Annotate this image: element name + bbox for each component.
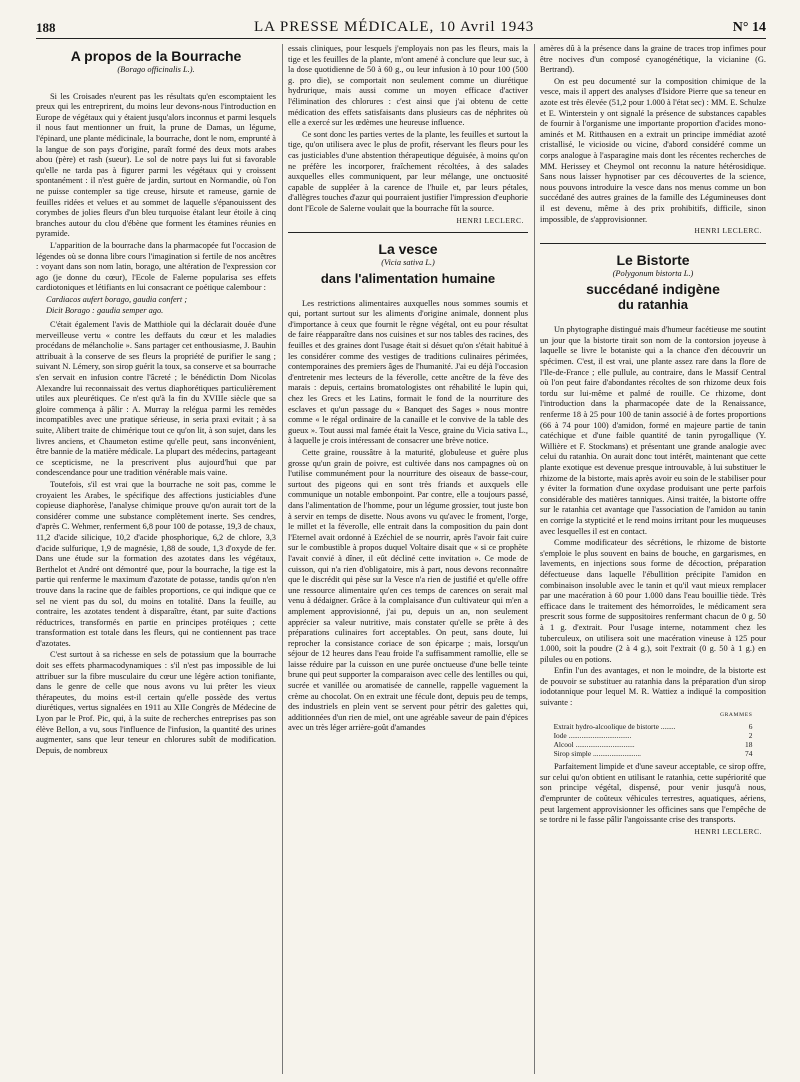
paragraph: Comme modificateur des sécrétions, le rhizome de bistorte s'emploie le plus souvent en bains de bouche, en gargarismes, en lavements, en injections sous forme de décoction, préparation défectueuse dans laquelle l'ébullition précipite l'amidon en combinaison insoluble avec le tanin et qu'il vaut mieux remplacer par une macération à 60 pour 1.000 dans l'eau bouillie tiède. Très efficace dans le traitement des hémorroïdes, le médicament sera prescrit sous forme de suppositoires renfermant chacun de 0 g. 50 à 1 g. d'extrait. Pour l'usage interne, notamment chez les tuberculeux, on utilisera soit une macération vineuse à 125 pour 1.000, soit la poudre (2 à 4 g.), soit l'extrait (0 g. 50 à 1 g.) en pilules ou en potions. [540,538,766,664]
paragraph: Les restrictions alimentaires auxquelles nous sommes soumis et qui, portant surtout sur les aliments d'origine animale, donnent plus d'importance à ceux que fournit le règne végétal, ont eu pour résultat de faire réapparaître dans nos cuisines et sur nos tables des racines, des feuilles et des graines dont l'usage était si désuet qu'on s'était habitué à les considérer comme des vestiges de traditions culinaires périmées, contemporaines des premiers âges de l'humanité. J'ai eu déjà l'occasion d'entretenir mes lecteurs de la féverolle, cette ancêtre de la fève des marais : depuis, certains bromatologistes ont réhabilité le lupin qui, chez les Grecs et les Latins, formait le fond de la nourriture des esclaves et qu'un passage du « Banquet des Sages » nous montre comme « le régal ordinaire de la canaille et le convive de la table des gueux ». Tout aussi mal famée était la Vesce, graine du Vicia sativa L., à laquelle je crois intéressant de consacrer une brève notice. [288,298,528,446]
ingredient-name: Alcool ................................ [553,740,635,750]
article-title-bourrache: A propos de la Bourrache [70,48,242,64]
paragraph: Ce sont donc les parties vertes de la plante, les feuilles et surtout la tige, qu'on utilisera avec le plus de profit, réservant les fleurs pour les cas justiciables d'une abstention thérapeutique déguisée, à moins qu'on ne préfère les incorporer, fraîchement récoltées, à des salades auxquelles elles communiquent, par leur mélange, une onctuosité capable de suppléer à la carence de l'huile et, par leurs pétales, d'allègres touches d'azur qui pourraient justifier l'impression d'euphorie dont l'Ecole de Salerne voulait que la bourrache fût la source. [288,129,528,213]
article-title-line-2: succédané indigène [586,281,720,298]
page-number: 188 [36,20,56,35]
page-header [36,14,766,39]
paragraph: Enfin l'un des avantages, et non le moindre, de la bistorte est de pouvoir se substituer au ratanhia dans la préparation d'un sirop iodotannique pour lequel M. R. Wattiez a indiqué la composition suivante : [540,666,766,708]
paragraph: On est peu documenté sur la composition chimique de la vesce, mais il appert des analyses d'Isidore Pierre que sa teneur en azote est très élevée (51,2 pour 1.000 à l'état sec) : MM. E. Schulze et E. Winterstein y ont signalé la présence de substances capables de fournir à l'organisme une importante proportion d'acides mono-aminés et M. Ritthausen en a extrait un principe immédiat azoté cristallisé, le vicioside ou vicine, d'abord considéré comme un corps analogue à l'asparagine mais dont les récentes recherches de MM. Herissey et Cheymol ont reconnu la nature hétérosidique. Sans nous laisser hypnotiser par ces découvertes de la science, nous pouvons introduire la vesce dans nos menus comme un bon succédané des autres graines de la famille des Légumineuses dont il est devenu, même à des prix prohibitifs, difficile, sinon impossible, de s'approvisionner. [540,76,766,224]
quote-line: Dicit Borago : gaudia semper ago. [46,306,164,316]
paragraph: amères dû à la présence dans la graine de traces trop infimes pour être nocives d'un composé cyanogénétique, la vicianine (G. Bertrand). [540,44,766,75]
author-signature: HENRI LECLERC. [456,215,524,225]
ingredient-amount: 2 [748,731,753,741]
ingredient-name: Extrait hydro-alcoolique de bistorte ........ [553,722,676,732]
column-1 [36,44,276,1074]
ingredient-amount: 6 [748,722,753,732]
column-divider [282,44,283,1074]
author-signature: HENRI LECLERC. [694,826,762,836]
article-separator [540,243,766,244]
table-row [554,722,753,731]
table-row [554,749,753,758]
article-title-line-2: dans l'alimentation humaine [320,270,496,286]
article-separator [288,232,528,233]
paragraph: L'apparition de la bourrache dans la pharmacopée fut l'occasion de légendes où se donna libre cours l'imagination si fertile de nos ancêtres : voyant dans son nom latin, borago, une altération de l'expression cor ago (je donne du cœur), l'Ecole de Falerne popularisa ses effets cardiotoniques et létifiants en lui consacrant ce poétique calembour : [36,240,276,293]
paragraph: Cette graine, roussâtre à la maturité, globuleuse et guère plus grosse qu'un grain de poivre, est cultivée dans nos campagnes où on l'utilise communément pour la nourriture des oiseaux de basse-cour, surtout des pigeons qui en sont très friands et auxquels elle communique un notable embonpoint. Par contre, elle a toujours passé, dans l'alimentation de l'homme, pour un légume grossier, tout juste bon à servir en temps de disette. Nous avons vu qu'avec le froment, l'orge, le millet et la féverolle, elle entrait dans la composition du pain dont l'Eternel avait ordonné à Ezéchiel de se nourrir, après l'avoir fait cuire sur le combustible à propos duquel Voltaire disait que « si ce prophète l'avait convié à dîner, il eût décliné cette invitation ». Ce mode de cuisson, qui n'a rien d'obligatoire, mis à part, nous devons reconnaître que le discrédit qui pèse sur la Vesce n'a rien de justifié et qu'elle offre une ressource alimentaire qu'en ces temps de carences on serait mal venu à dédaigner. Grâce à la complaisance d'un cultivateur qui m'en a amplement approvisionné, j'ai pu, depuis un an, non seulement apprécier sa valeur nutritive, mais constater qu'elle se prête à des préparations culinaires fort acceptables. On peut, sans doute, lui reprocher la consistance coriace de son épicarpe ; mais, lorsqu'un séjour de 12 heures dans l'eau froide l'a suffisamment ramollie, elle se laisse réduire par la cuisson en une purée onctueuse d'une belle teinte brune qui peut supporter la comparaison avec celle des lentilles ou qui, sucrée et vanillée ou aromatisée de cannelle, rappelle vaguement la crème au chocolat. On en extrait une fécule dont, depuis peu de temps, des industriels en plein vent se servent pour pétrir des galettes qui, additionnées d'un rien de miel, ont une agréable saveur de pain d'épices avec un très léger arrière-goût d'amandes [288,448,528,733]
paragraph: C'était également l'avis de Matthiole qui la déclarait douée d'une merveilleuse vertu « contre les deffauts du cœur et les maladies procédans de mélancholie ». Sans partager cet enthousiasme, J. Bauhin attribuait à la conserve de ses fleurs la propriété de purifier le sang ; suivant N. Lémery, son sirop guérit la toux, sa conserve et sa bourrache s'en servait en infusion contre l'âcreté ; le bénédictin Dom Nicolas Alexandre lui reconnaissait des vertus diaphorétiques particulièrement utiles aux pleurétiques. Ce n'est qu'à la fin du XVIIIe siècle que sa gloire commença à pâlir : A. Murray la relégua parmi les remèdes incompatibles avec une pratique sérieuse, in seria praxi evitait ; à sa suite, Alibert traite de chimérique tout ce qu'on lit, à son sujet, dans les livres anciens, et Chaumeton estime qu'elle peut, sans inconvénient, être bannie de la matière médicale. La plupart des médecins, partageant ce scepticisme, ne la prescrivent plus aujourd'hui que par condescendance pour une tradition vénérable mais vaine. [36,320,276,478]
issue-number: N° 14 [732,20,766,35]
column-3 [540,44,766,1074]
paragraph: essais cliniques, pour lesquels j'employais non pas les fleurs, mais la tige et les feuilles de la plante, m'ont amené à conclure que leur suc, à la dose quotidienne de 50 à 60 g., ou leur infusion à 10 pour 100 (500 g. pro die), se comportait non seulement comme un diurétique hydrurique, mais aussi comme un moyen efficace d'activer l'élimination des chlorures : c'est ainsi que j'ai obtenu de cette médication des effets satisfaisants dans plusieurs cas de néphrites où elle a exercé sur les œdèmes une heureuse influence. [288,44,528,128]
composition-table [554,722,753,758]
table-unit-header: GRAMMES [719,711,753,718]
paragraph: Parfaitement limpide et d'une saveur acceptable, ce sirop offre, sur celui qu'on obtient en utilisant le ratanhia, cette supériorité que son principe végétal, dispensé, pour venir jusqu'à nous, d'emprunter de coûteux véhicules terrestres, aquatiques, aériens, peut largement approvisionner les officines sans que l'empêche de se tordre ni le fasse pâlir l'angoissante crise des transports. [540,762,766,825]
column-divider [534,44,535,1074]
article-subtitle: (Polygonum bistorta L.) [612,268,694,278]
ingredient-amount: 18 [745,740,753,750]
paragraph: Toutefois, s'il est vrai que la bourrache ne soit pas, comme le croyaient les Arabes, le spécifique des affections justiciables d'une copieuse diaphorèse, l'analyse chimique prouve qu'on aurait tort de la considérer comme une substance complètement inerte. Ses cendres, d'après C. Wehmer, renferment 6,8 pour 100 de potasse, 19,3 de chaux, 11,2 d'acide silicique, 10,2 d'acide phosphorique, 6,2 de chlore, 3,3 d'acide sulfurique, 1,9 de magnésie, 1,88 de soude, 1,3 d'oxyde de fer. Dans une étude sur la formation des azotates dans les végétaux, Berthelot et André ont démontré que, pour la bourrache, la tige est la partie qui renferme le maximum d'azotate de potasse, tandis qu'on n'en trouve dans la racine que de faibles proportions, ce qui indique que ce sel ne vient pas du sol, du moins en totalité. Dans la feuille, au contraire, les azotates tendent à disparaître, étant, par suite d'actions réductrices, transformés en partie en principes protéiques ; cette transformation est totale dans les fleurs, qui ne contiennent pas trace d'azotates. [36,479,276,648]
paragraph: Un phytographe distingué mais d'humeur facétieuse me soutint un jour que la bistorte tirait son nom de la contorsion joyeuse à laquelle se livre le botaniste qui a la chance d'en découvrir un spécimen. C'est, il est vrai, une plante assez rare dans la flore de l'Ile-de-France ; elle pullule, au contraire, dans le Massif Central où l'on peut faire d'abondantes récoltes de son rhizome deux fois tordu sur lui-même et palmé de rouille. Ce rhizome, dont l'introduction dans la pharmacopée date de la Renaissance, renferme 18 à 25 pour 100 de tanin associé à de fortes proportions (66 à 74 pour 100) d'amidon, formé en majeure partie de tanin catéchique et d'une faible quantité de tanin pyrogallique (Y. Willière et F. Stockmans) et présentant une grande analogie avec celui du ratanhia. On aurait donc tout intérêt, maintenant que cette plante exotique est devenue presque introuvable, à lui substituer le rhizome de la bistorte, mais après avoir eu soin de le stabiliser pour y éviter la formation d'une oxydase produisant une perte parfois considérable des matières tanniques. Ainsi traitée, la bistorte offre sur le ratanhia cet avantage que l'association de l'amidon au tanin en corrige la stypticité et le rend moins irritant pour les muqueuses avec lesquelles il est en contact. [540,325,766,536]
article-subtitle: (Vicia sativa L.) [381,258,435,268]
author-signature: HENRI LECLERC. [694,226,762,236]
ingredient-amount: 74 [745,749,753,759]
paragraph: Si les Croisades n'eurent pas les résultats qu'en escomptaient les preux qui les entreprirent, du moins leur devons-nous l'introduction en Europe de végétaux qui y étaient jusqu'alors inconnus et parmi lesquels il nous faut mentionner un fruit, la prune de Damas, un légume, l'épinard, une plante médicinale, la bourrache, dont le nom, emprunté à la langue de son pays d'origine, paraît formé des deux mots arabes abou (père) et rash (sueur). Le sol de notre pays lui fut si favorable qu'elle ne tarda pas à figurer parmi les végétaux qui y croissent spontanément : il n'est guère de jardin, surtout en Normandie, où l'on ne puisse contempler sa tige creuse, hirsute et rameuse, garnie de feuilles ridées et velues et au sommet de laquelle s'épanouissent des corymbes de jolies fleurs d'un bleu turquoise étalant leur étoile à cinq branches autour du clou d'ébène que forment les étamines réunies en pyramide. [36,91,276,239]
table-row [554,740,753,749]
ingredient-name: Iode .................................. [553,731,632,741]
article-subtitle: (Borago officinalis L.). [117,65,195,74]
column-2 [288,44,528,1074]
journal-title: LA PRESSE MÉDICALE, 10 Avril 1943 [254,19,535,35]
ingredient-name: Sirop simple .......................... [553,749,642,759]
article-title-line-3: du ratanhia [617,297,689,313]
quote-line: Cardiacos aufert borago, gaudia confert ; [46,294,188,304]
paragraph: C'est surtout à sa richesse en sels de potassium que la bourrache doit ses effets pharmacodynamiques : s'il n'est pas impossible de lui attribuer sur la fibre musculaire du cœur une légère action tonifiante, dans le genre de celle que nous avons vu lui prêter les vieux thérapeutes, du moins est-il certain qu'elle possède des vertus diurétiques, vertus signalées en 1911 au XIIe Congrès de Médecine de Lyon par le Prof. Pic, qui, à la suite de recherches entreprises pas son élève Bellon, a vu, sous l'influence de l'infusion, la quantité des urines augmenter, sans que leur teneur en chlorures subît de modification. Depuis, de nombreux [36,650,276,755]
article-title-bistorte: Le Bistorte [616,251,690,268]
article-title-vesce: La vesce [378,241,438,258]
table-row [554,731,753,740]
